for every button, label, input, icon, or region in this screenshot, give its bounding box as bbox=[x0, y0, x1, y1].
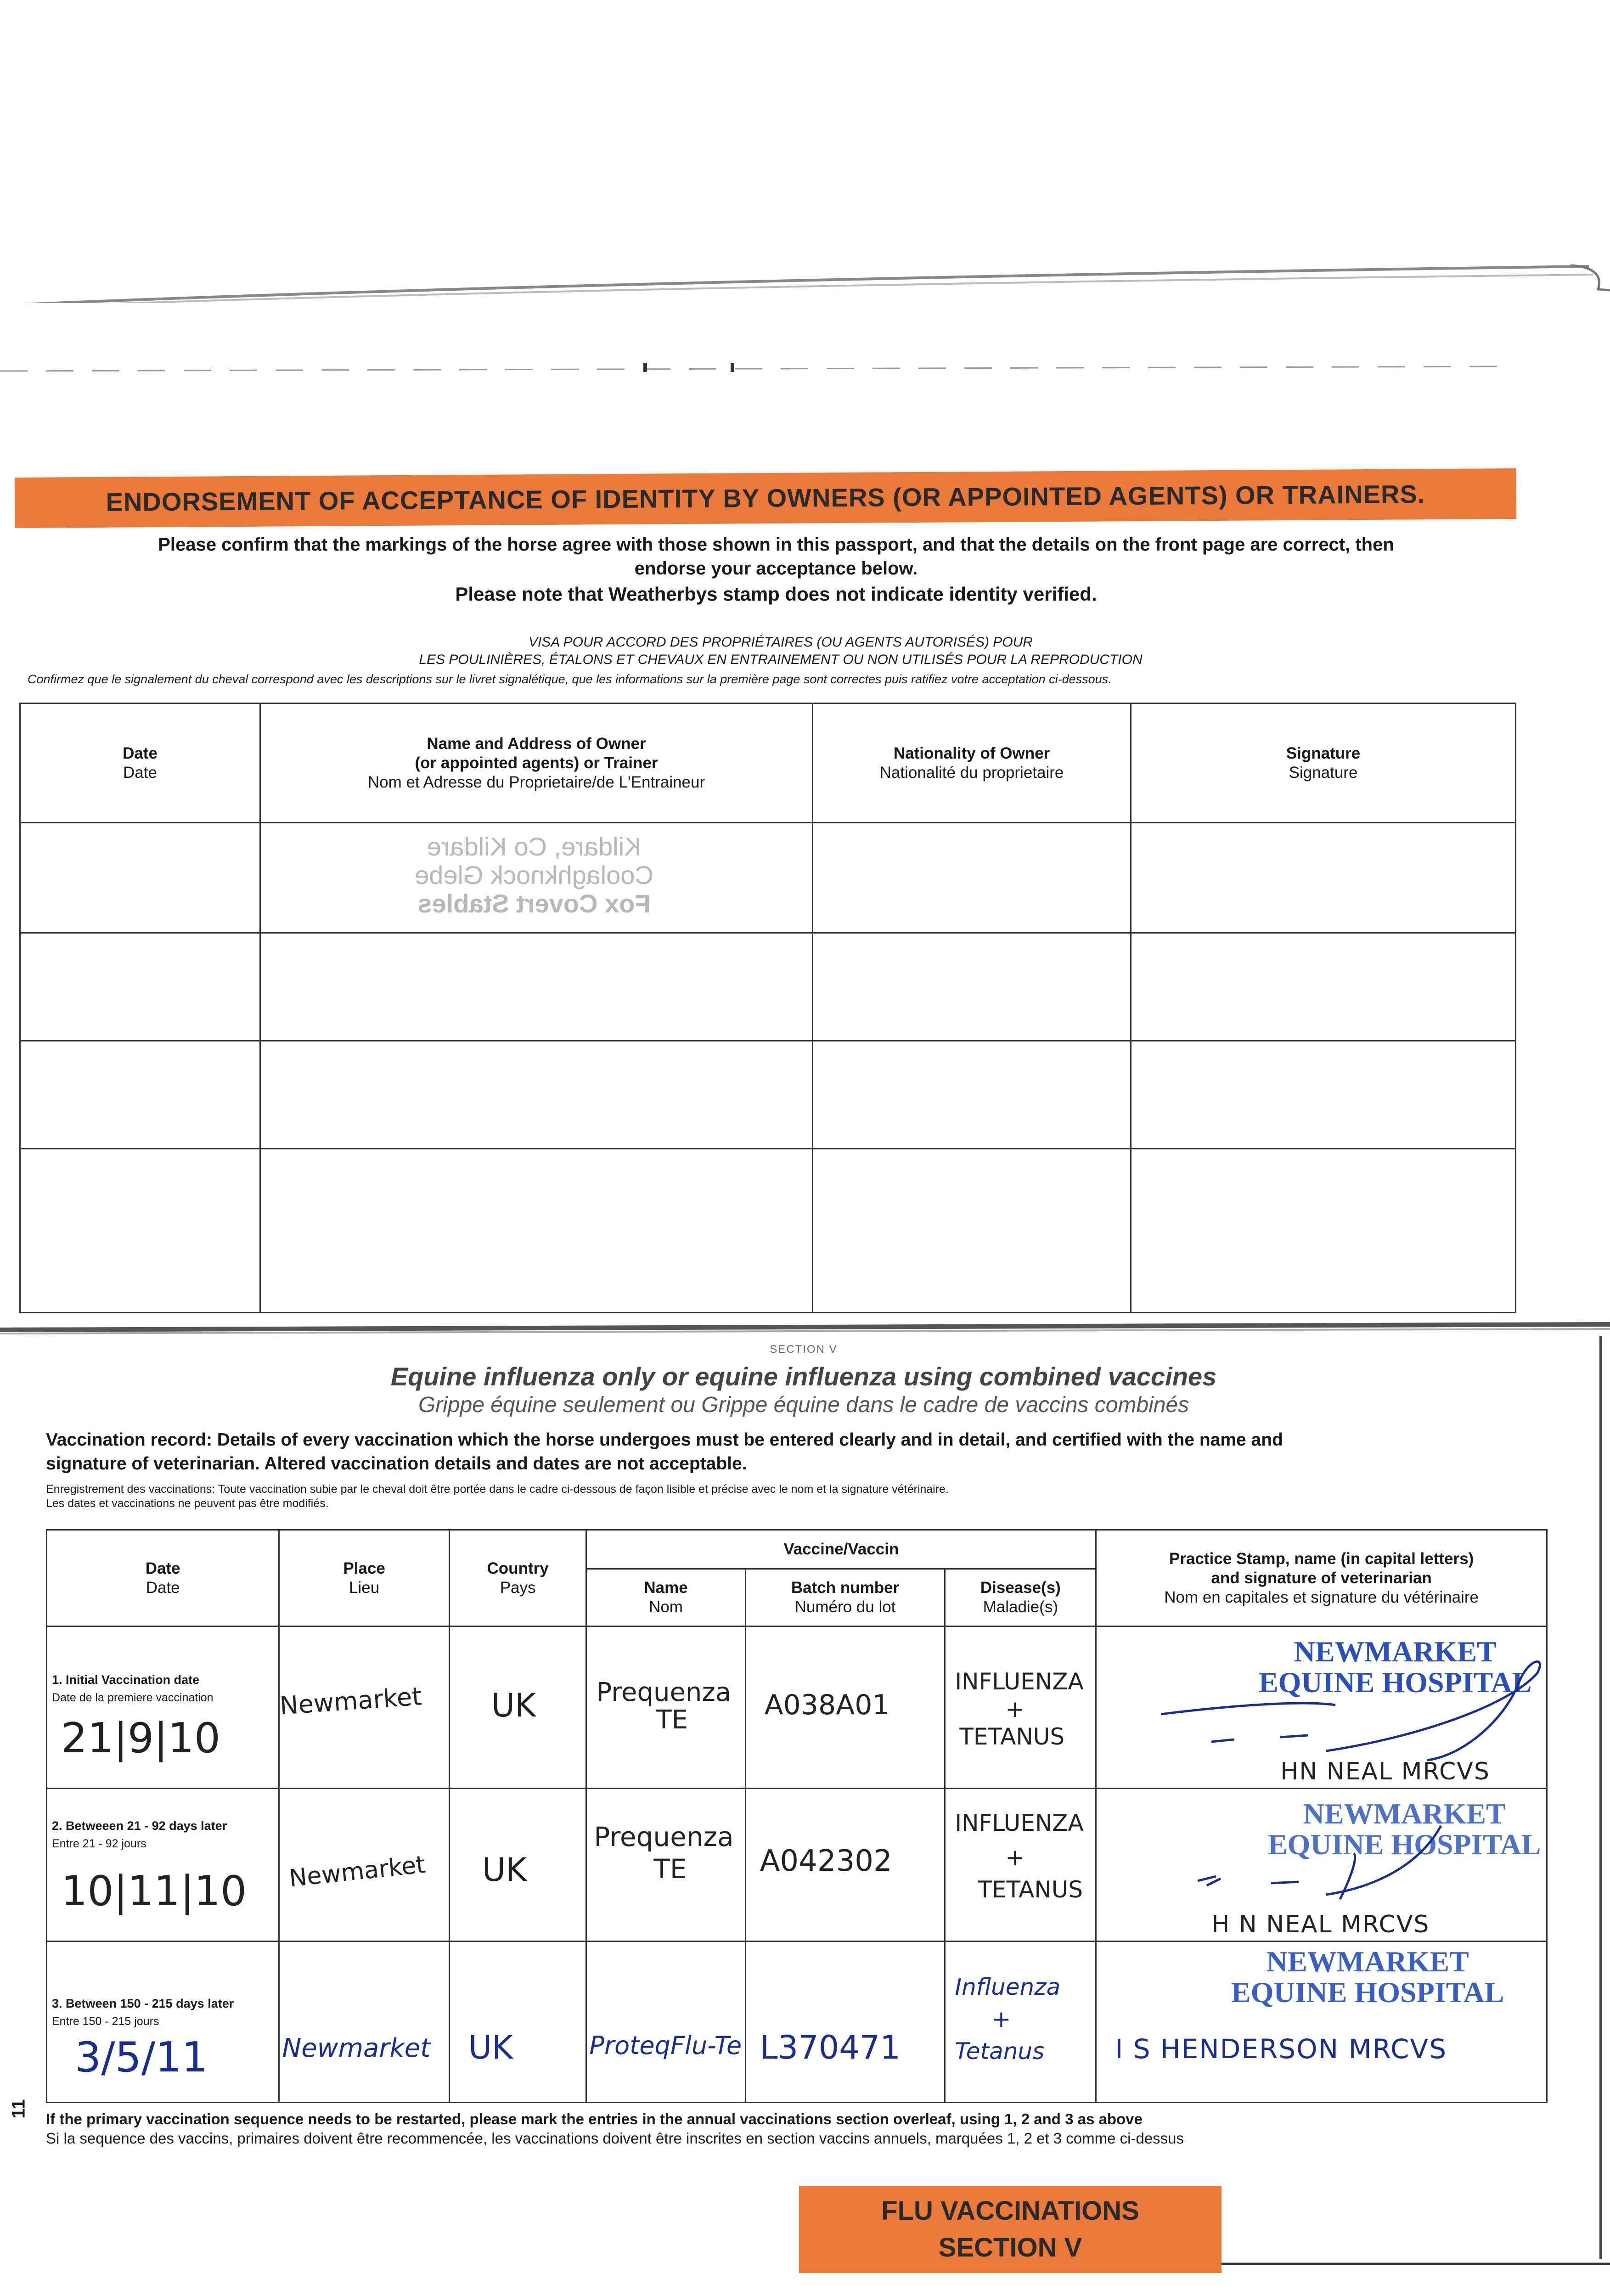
vacc-place-cell[interactable] bbox=[279, 1626, 449, 1789]
stamp-line-1: NEWMARKET bbox=[1303, 1797, 1506, 1830]
endorsement-row[interactable] bbox=[20, 823, 1516, 933]
stamp-line-1: NEWMARKET bbox=[1266, 1945, 1469, 1978]
vacc-disease-cell[interactable] bbox=[945, 1941, 1096, 2103]
vacc-name-value: Prequenza bbox=[596, 1677, 732, 1707]
row-label-fr: Date de la premiere vaccination bbox=[52, 1691, 214, 1704]
vacc-disease-line-2: + bbox=[1005, 1696, 1025, 1722]
vacc-name-cell[interactable] bbox=[586, 1626, 745, 1789]
vacc-batch-value: L370471 bbox=[760, 2029, 901, 2066]
col-batch-number: Batch number Numéro du lot bbox=[745, 1569, 945, 1626]
vacc-name-value: Prequenza bbox=[594, 1821, 734, 1852]
stamp-line-2: EQUINE HOSPITAL bbox=[1267, 1828, 1541, 1861]
vacc-disease-cell[interactable] bbox=[945, 1789, 1096, 1941]
vacc-country-value: UK bbox=[482, 1851, 527, 1889]
vaccination-record-fr bbox=[46, 1482, 1561, 1511]
vet-signature bbox=[1143, 1807, 1556, 1918]
col-vaccine-group: Vaccine/Vaccin bbox=[586, 1530, 1096, 1569]
vacc-place-cell[interactable] bbox=[279, 1941, 449, 2103]
section-number: SECTION V bbox=[770, 1343, 838, 1356]
row-label-fr: Entre 21 - 92 jours bbox=[52, 1837, 146, 1850]
vacc-batch-value: A038A01 bbox=[764, 1689, 890, 1721]
row-label: 2. Betweeen 21 - 92 days later bbox=[52, 1819, 227, 1833]
vacc-disease-line-3: TETANUS bbox=[978, 1876, 1083, 1903]
vet-name: I S HENDERSON MRCVS bbox=[1115, 2033, 1447, 2065]
bottom-rule bbox=[1222, 2259, 1610, 2268]
endorsement-nationality-cell[interactable] bbox=[813, 823, 1131, 933]
vacc-disease-line-3: TETANUS bbox=[959, 1723, 1065, 1750]
col-date: Date Date bbox=[20, 703, 260, 823]
vacc-stamp-cell[interactable] bbox=[1096, 1626, 1547, 1789]
endorsement-date-cell[interactable] bbox=[20, 823, 260, 933]
endorsement-date-cell[interactable] bbox=[20, 1149, 260, 1313]
endorsement-owner-cell[interactable] bbox=[260, 823, 813, 933]
record-fr-line-1: Enregistrement des vaccinations: Toute vaccination subie par le cheval doit être portée dans le cadre ci-dessous de façon lisible et précise avec le nom et la signature vétérinaire. bbox=[46, 1483, 949, 1496]
endorsement-date-cell[interactable] bbox=[20, 1041, 260, 1149]
french-visa-text bbox=[138, 634, 1424, 669]
endorsement-nationality-cell[interactable] bbox=[813, 933, 1131, 1041]
page-fold-line bbox=[0, 262, 1610, 303]
row-label-fr: Entre 150 - 215 jours bbox=[52, 2015, 159, 2028]
dashed-rule bbox=[0, 363, 1610, 377]
vacc-name-value: ProteqFlu-Te bbox=[589, 2031, 742, 2060]
endorsement-owner-cell[interactable] bbox=[260, 933, 813, 1041]
col-practice-stamp: Practice Stamp, name (in capital letters) and signature of veterinarian Nom en capitales et signature du vétérinaire bbox=[1096, 1530, 1547, 1626]
vacc-date-cell[interactable] bbox=[47, 1626, 279, 1789]
col-vacc-country: Country Pays bbox=[449, 1530, 586, 1626]
vacc-country-value: UK bbox=[491, 1687, 536, 1724]
endorsement-signature-cell[interactable] bbox=[1131, 1041, 1516, 1149]
col-signature: Signature Signature bbox=[1131, 703, 1516, 823]
vacc-disease-line-1: INFLUENZA bbox=[955, 1668, 1084, 1695]
endorsement-banner: ENDORSEMENT OF ACCEPTANCE OF IDENTITY BY OWNERS (OR APPOINTED AGENTS) OR TRAINERS. bbox=[15, 468, 1517, 528]
stamp-line-1: NEWMARKET bbox=[1294, 1635, 1497, 1668]
col-vacc-date: Date Date bbox=[47, 1530, 279, 1626]
vaccination-record-text bbox=[46, 1428, 1561, 1476]
mirrored-stamp-text bbox=[316, 833, 752, 918]
vacc-batch-value: A042302 bbox=[760, 1844, 892, 1878]
endorsement-table bbox=[19, 703, 1516, 1313]
row-label: 1. Initial Vaccination date bbox=[52, 1673, 200, 1687]
vacc-date-value: 21|9|10 bbox=[61, 1714, 220, 1762]
practice-stamp bbox=[1207, 1946, 1528, 2008]
vacc-disease-line-2: + bbox=[991, 2006, 1011, 2032]
right-edge-line bbox=[1598, 1336, 1604, 2259]
vacc-name-cell[interactable] bbox=[586, 1941, 745, 2103]
endorsement-signature-cell[interactable] bbox=[1131, 1149, 1516, 1313]
vet-name: H N NEAL MRCVS bbox=[1211, 1911, 1430, 1938]
vacc-place-value: Newmarket bbox=[279, 1682, 423, 1721]
vacc-place-value: Newmarket bbox=[282, 2033, 431, 2063]
vacc-country-cell[interactable] bbox=[449, 1789, 586, 1941]
vacc-date-cell[interactable] bbox=[47, 1789, 279, 1941]
show-through-stamp bbox=[261, 823, 812, 932]
endorsement-row[interactable] bbox=[20, 1041, 1516, 1149]
tab-line-2: SECTION V bbox=[938, 2233, 1082, 2262]
vacc-disease-line-1: Influenza bbox=[955, 1974, 1061, 2000]
vaccination-row-1[interactable] bbox=[47, 1626, 1547, 1789]
tab-line-1: FLU VACCINATIONS bbox=[881, 2196, 1139, 2226]
vacc-batch-cell[interactable] bbox=[745, 1941, 945, 2103]
vacc-stamp-cell[interactable] bbox=[1096, 1789, 1547, 1941]
instruction-line-1: Please confirm that the markings of the horse agree with those shown in this passport, and that the details on the front page are correct, then bbox=[158, 535, 1394, 555]
instruction-text bbox=[18, 533, 1534, 606]
endorsement-owner-cell[interactable] bbox=[260, 1149, 813, 1313]
vacc-country-value: UK bbox=[468, 2029, 513, 2066]
endorsement-signature-cell[interactable] bbox=[1131, 933, 1516, 1041]
page-fold-line bbox=[0, 1318, 1610, 1336]
page-number: 11 bbox=[8, 2099, 29, 2119]
vacc-date-value: 3/5/11 bbox=[75, 2033, 208, 2082]
endorsement-nationality-cell[interactable] bbox=[813, 1149, 1131, 1313]
vet-name: HN NEAL MRCVS bbox=[1280, 1758, 1490, 1785]
vet-signature bbox=[1143, 1645, 1556, 1769]
vacc-country-cell[interactable] bbox=[449, 1626, 586, 1789]
col-nationality: Nationality of Owner Nationalité du proprietaire bbox=[813, 703, 1131, 823]
mirrored-stamp-line-1: Kildare, Co Kildare bbox=[427, 832, 642, 861]
vacc-name-value-2: TE bbox=[656, 1705, 688, 1735]
col-vacc-place: Place Lieu bbox=[279, 1530, 449, 1626]
vaccination-row-3[interactable] bbox=[47, 1941, 1547, 2103]
vacc-disease-line-2: + bbox=[1005, 1844, 1025, 1871]
endorsement-header-row bbox=[20, 703, 1516, 823]
mirrored-stamp-line-2: Coolaghknock Glebe bbox=[415, 861, 653, 889]
stamp-line-2: EQUINE HOSPITAL bbox=[1258, 1666, 1532, 1699]
col-disease: Disease(s) Maladie(s) bbox=[945, 1569, 1096, 1626]
endorsement-signature-cell[interactable] bbox=[1131, 823, 1516, 933]
endorsement-row[interactable] bbox=[20, 933, 1516, 1041]
french-confirm-text: Confirmez que le signalement du cheval correspond avec les descriptions sur le livret signalétique, que les informations sur la première page sont correctes puis ratifiez votre acceptation ci-dessous. bbox=[28, 672, 1112, 686]
vaccination-table bbox=[46, 1529, 1548, 2103]
endorsement-date-cell[interactable] bbox=[20, 933, 260, 1041]
vacc-country-cell[interactable] bbox=[449, 1941, 586, 2103]
vaccine-header-row-1 bbox=[47, 1530, 1547, 1569]
endorsement-nationality-cell[interactable] bbox=[813, 1041, 1131, 1149]
vacc-date-cell[interactable] bbox=[47, 1941, 279, 2103]
col-vaccine-name: Name Nom bbox=[586, 1569, 745, 1626]
section-title: Equine influenza only or equine influenza using combined vaccines bbox=[390, 1362, 1217, 1391]
vacc-batch-cell[interactable] bbox=[745, 1626, 945, 1789]
endorsement-row[interactable] bbox=[20, 1149, 1516, 1313]
weatherbys-note: Please note that Weatherbys stamp does not indicate identity verified. bbox=[455, 583, 1097, 605]
mirrored-stamp-line-3: Fox Covert Stables bbox=[417, 889, 651, 918]
vacc-place-value: Newmarket bbox=[288, 1851, 427, 1893]
section-title-fr: Grippe équine seulement ou Grippe équine dans le cadre de vaccins combinés bbox=[418, 1393, 1189, 1417]
instruction-line-2: endorse your acceptance below. bbox=[634, 558, 918, 579]
restart-note-fr: Si la sequence des vaccins, primaires doivent être recommencée, les vaccinations doivent être inscrites en section vaccins annuels, marquées 1, 2 et 3 comme ci-dessus bbox=[46, 2130, 1184, 2147]
french-visa-line-1: VISA POUR ACCORD DES PROPRIÉTAIRES (OU AGENTS AUTORISÉS) POUR bbox=[529, 635, 1033, 650]
vacc-batch-cell[interactable] bbox=[745, 1789, 945, 1941]
vacc-disease-line-3: Tetanus bbox=[955, 2038, 1045, 2065]
french-visa-line-2: LES POULINIÈRES, ÉTALONS ET CHEVAUX EN ENTRAINEMENT OU NON UTILISÉS POUR LA REPRODUCTION bbox=[419, 652, 1143, 667]
record-fr-line-2: Les dates et vaccinations ne peuvent pas être modifiés. bbox=[46, 1497, 329, 1510]
restart-note: If the primary vaccination sequence needs to be restarted, please mark the entries in the annual vaccinations section overleaf, using 1, 2 and 3 as above bbox=[46, 2110, 1143, 2127]
vacc-date-value: 10|11|10 bbox=[61, 1867, 247, 1915]
vacc-place-cell[interactable] bbox=[279, 1789, 449, 1941]
vacc-name-cell[interactable] bbox=[586, 1789, 745, 1941]
record-line-1: Vaccination record: Details of every vaccination which the horse undergoes must be entered clearly and in detail, and certified with the name and bbox=[46, 1430, 1283, 1450]
vacc-disease-line-1: INFLUENZA bbox=[955, 1810, 1084, 1836]
col-owner-name-address: Name and Address of Owner (or appointed agents) or Trainer Nom et Adresse du Proprietaire/de L'Entraineur bbox=[260, 703, 813, 823]
vacc-stamp-cell[interactable] bbox=[1096, 1941, 1547, 2103]
record-line-2: signature of veterinarian. Altered vaccination details and dates are not acceptable. bbox=[46, 1454, 747, 1474]
row-label: 3. Between 150 - 215 days later bbox=[52, 1997, 234, 2010]
vacc-disease-cell[interactable] bbox=[945, 1626, 1096, 1789]
vaccination-row-2[interactable] bbox=[47, 1789, 1547, 1941]
endorsement-owner-cell[interactable] bbox=[260, 1041, 813, 1149]
vacc-name-value-2: TE bbox=[653, 1853, 687, 1885]
flu-vaccinations-tab bbox=[799, 2186, 1222, 2273]
stamp-line-2: EQUINE HOSPITAL bbox=[1231, 1976, 1504, 2009]
